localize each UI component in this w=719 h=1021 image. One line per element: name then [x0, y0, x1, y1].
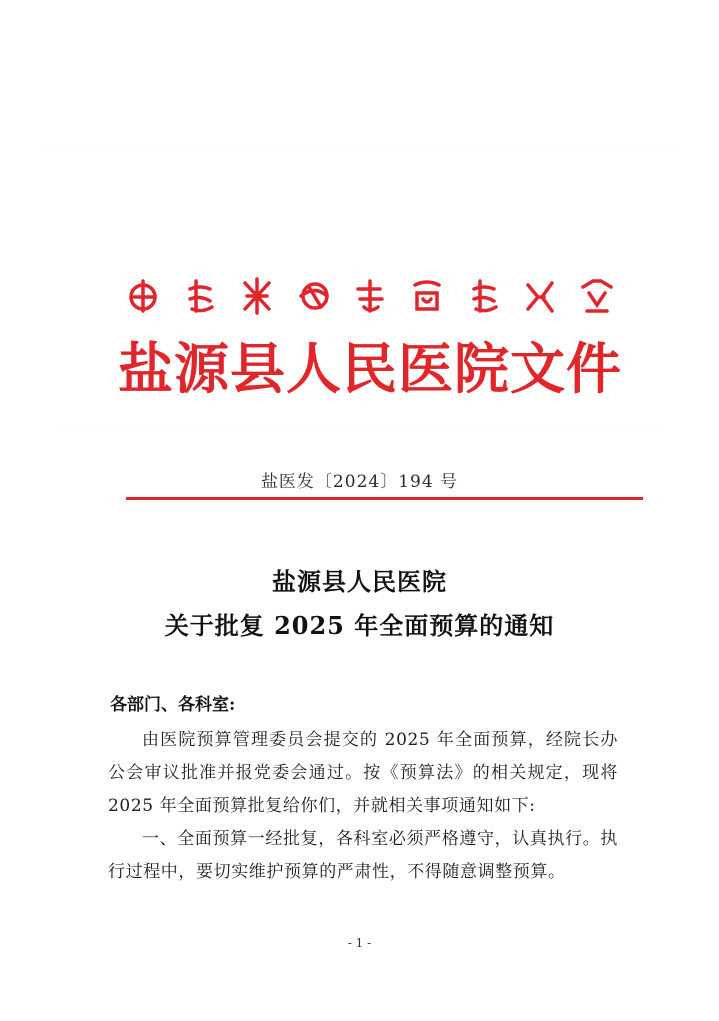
- body-paragraph-2: [108, 823, 618, 889]
- document-title-line-1: 盐源县人民医院: [272, 567, 447, 596]
- seal-glyph-icon: [521, 276, 559, 316]
- red-divider: [126, 497, 643, 500]
- seal-script-row: [110, 268, 630, 324]
- body-paragraph-1: [108, 724, 618, 823]
- salutation: 各部门、各科室:: [110, 695, 236, 715]
- document-title-line-2: 关于批复 2025 年全面预算的通知: [164, 611, 555, 640]
- page-number: - 1 -: [347, 936, 372, 950]
- seal-glyph-icon: [124, 276, 162, 316]
- seal-glyph-icon: [238, 276, 276, 316]
- scan-artifact: [40, 150, 680, 151]
- seal-glyph-icon: [351, 276, 389, 316]
- seal-glyph-icon: [465, 276, 503, 316]
- document-number: 盐医发〔2024〕194 号: [260, 472, 459, 492]
- org-title: 盐源县人民医院文件: [117, 336, 622, 401]
- seal-glyph-icon: [181, 276, 219, 316]
- seal-glyph-icon: [294, 276, 332, 316]
- paragraph-text: 一、全面预算一经批复，各科室必须严格遵守，认真执行。执行过程中，要切实维护预算的严肃性，不得随意调整预算。: [108, 829, 618, 882]
- seal-glyph-icon: [578, 276, 616, 316]
- letterhead: [110, 268, 630, 404]
- scan-artifact: [60, 430, 660, 431]
- seal-glyph-icon: [408, 276, 446, 316]
- paragraph-text: 由医院预算管理委员会提交的 2025 年全面预算，经院长办公会审议批准并报党委会通过。按《预算法》的相关规定，现将 2025 年全面预算批复给你们，并就相关事项通知如下:: [108, 730, 618, 816]
